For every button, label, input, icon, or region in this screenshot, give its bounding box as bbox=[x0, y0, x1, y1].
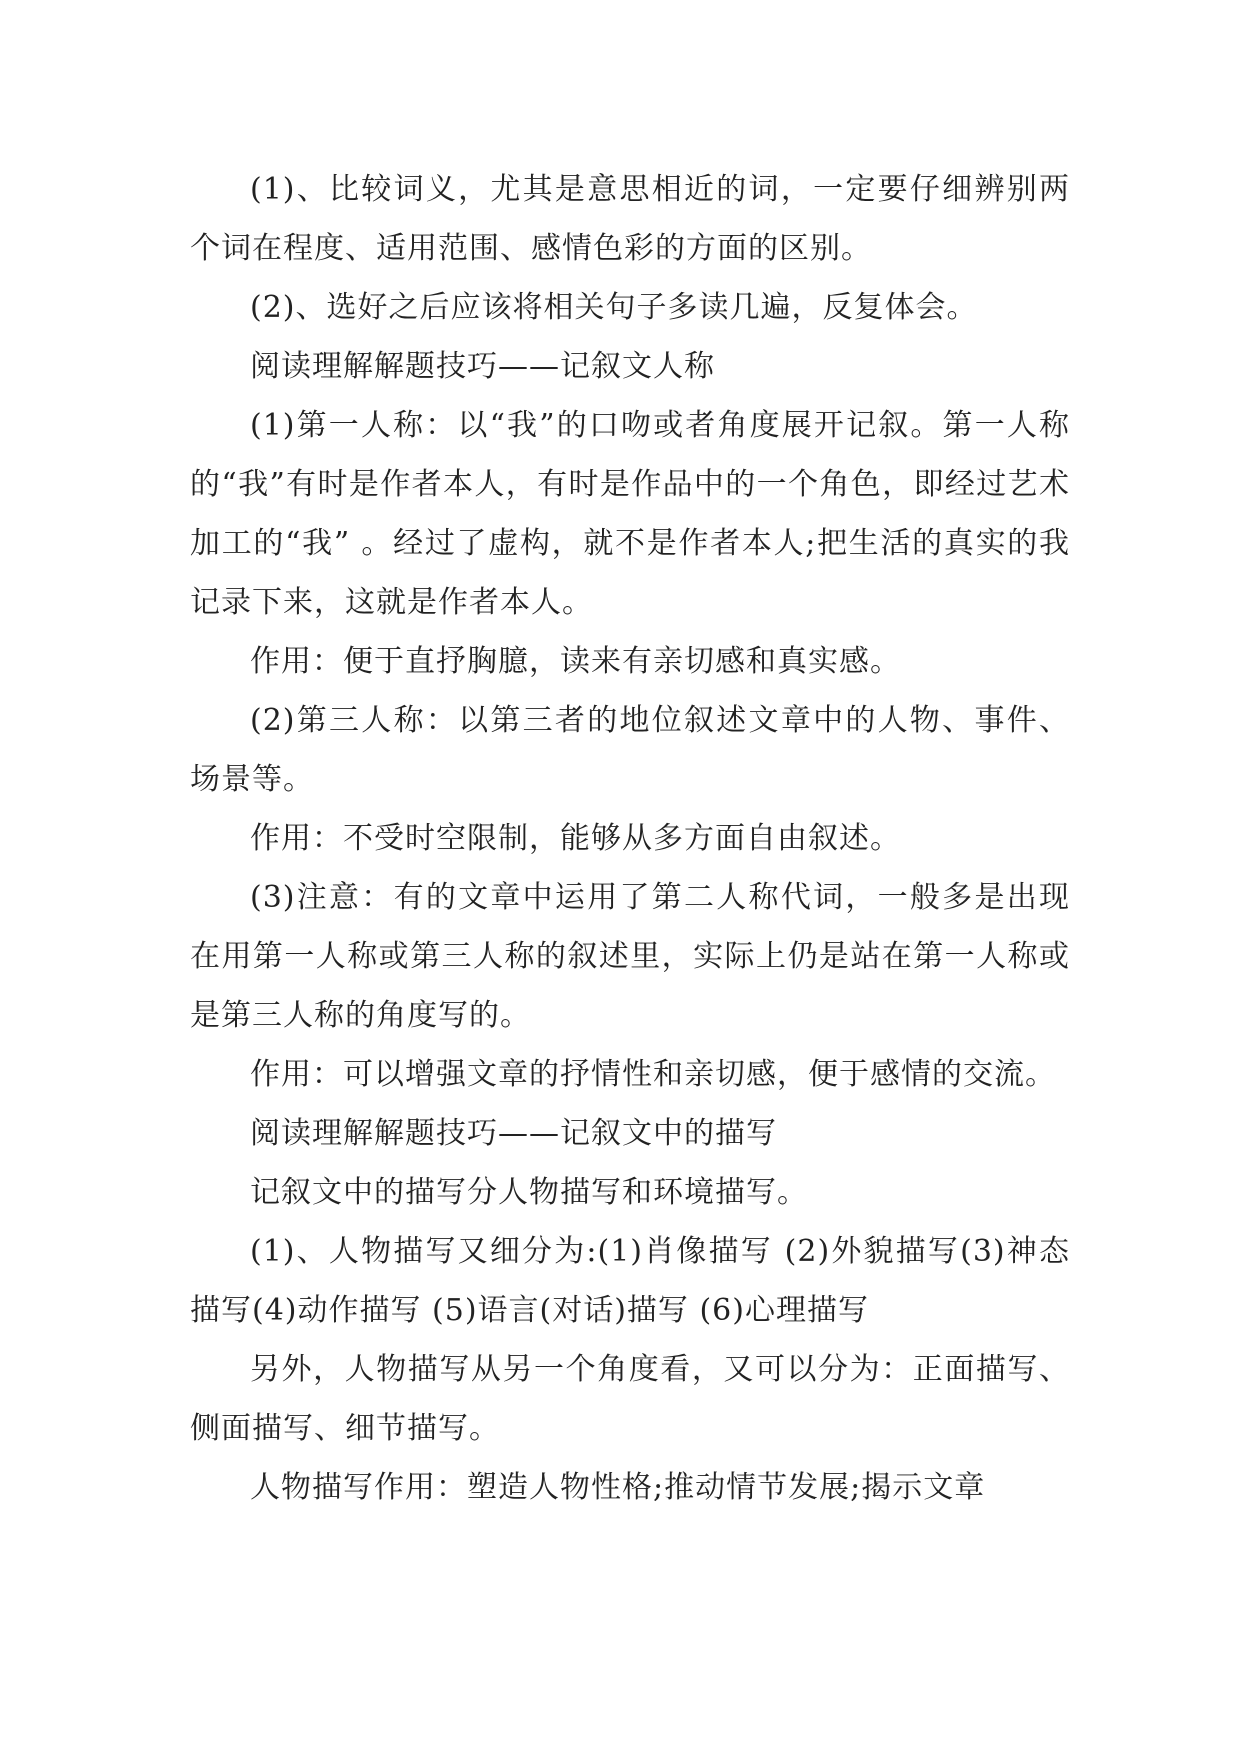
heading-narrative-description: 阅读理解解题技巧——记叙文中的描写 bbox=[250, 1116, 777, 1151]
paragraph-first-person-effect: 作用：便于直抒胸臆，读来有亲切感和真实感。 bbox=[250, 644, 901, 679]
paragraph-description-angles: 另外，人物描写从另一个角度看，又可以分为：正面描写、侧面描写、细节描写。 bbox=[190, 1352, 1070, 1446]
paragraph-description-types: 记叙文中的描写分人物描写和环境描写。 bbox=[250, 1175, 808, 1210]
paragraph-reread-sentences: (2)、选好之后应该将相关句子多读几遍，反复体会。 bbox=[250, 290, 978, 325]
paragraph-second-person-note: (3)注意：有的文章中运用了第二人称代词，一般多是出现在用第一人称或第三人称的叙述里，实际上仍是站在第一人称或是第三人称的角度写的。 bbox=[190, 880, 1070, 1033]
paragraph-description-effect: 人物描写作用：塑造人物性格;推动情节发展;揭示文章 bbox=[250, 1470, 986, 1505]
paragraph-third-person: (2)第三人称：以第三者的地位叙述文章中的人物、事件、场景等。 bbox=[190, 703, 1070, 797]
paragraph-word-meaning: (1)、比较词义，尤其是意思相近的词，一定要仔细辨别两个词在程度、适用范围、感情色彩的方面的区别。 bbox=[190, 172, 1070, 266]
paragraph-second-person-effect: 作用：可以增强文章的抒情性和亲切感，便于感情的交流。 bbox=[250, 1057, 1056, 1092]
document-body bbox=[190, 160, 1070, 1517]
heading-narrative-person: 阅读理解解题技巧——记叙文人称 bbox=[250, 349, 715, 384]
paragraph-third-person-effect: 作用：不受时空限制，能够从多方面自由叙述。 bbox=[250, 821, 901, 856]
paragraph-character-description: (1)、人物描写又细分为:(1)肖像描写 (2)外貌描写(3)神态描写(4)动作描写 (5)语言(对话)描写 (6)心理描写 bbox=[190, 1234, 1070, 1328]
paragraph-first-person: (1)第一人称：以“我”的口吻或者角度展开记叙。第一人称的“我”有时是作者本人，有时是作品中的一个角色，即经过艺术加工的“我” 。经过了虚构，就不是作者本人;把生活的真实的我记录下来，这就是作者本人。 bbox=[190, 408, 1070, 620]
